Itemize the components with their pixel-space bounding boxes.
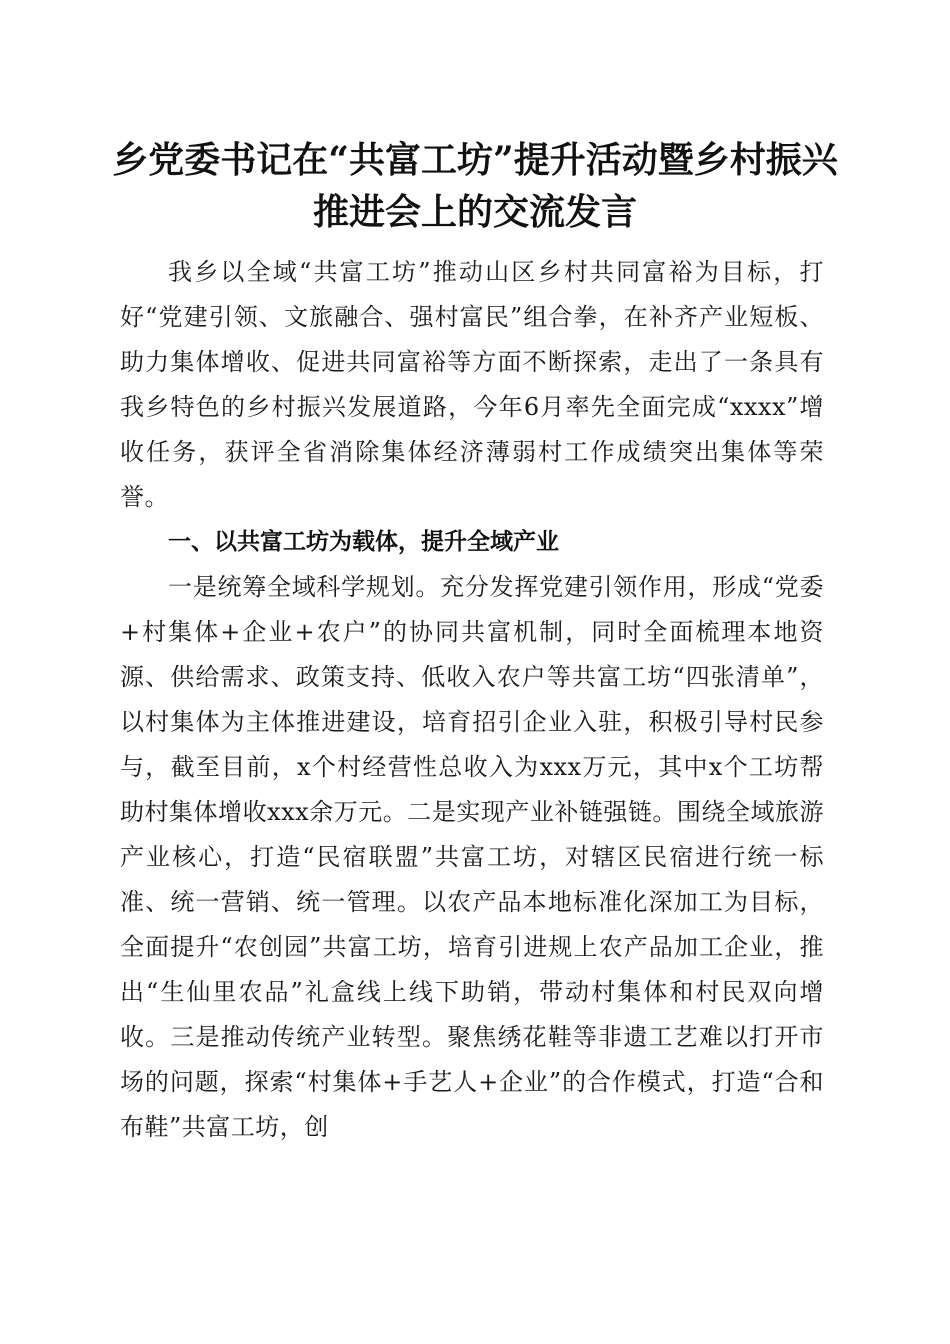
section-heading: 一、以共富工坊为载体，提升全域产业 — [168, 529, 559, 555]
intro-paragraph: 我乡以全域“共富工坊”推动山区乡村共同富裕为目标，打好“党建引领、文旅融合、强村富民”组合拳，在补齐产业短板、助力集体增收、促进共同富裕等方面不断探索，走出了一条具有我乡特色的乡村振兴发展道路，今年6月率先全面完成“xxxx”增收任务，获评全省消除集体经济薄弱村工作成绩突出集体等荣誉。 — [120, 258, 824, 511]
document-title: 乡党委书记在“共富工坊”提升活动暨乡村振兴推进会上的交流发言 — [112, 139, 838, 233]
section-paragraph: 一是统筹全域科学规划。充分发挥党建引领作用，形成“党委+村集体+企业+农户”的协同共富机制，同时全面梳理本地资源、供给需求、政策支持、低收入农户等共富工坊“四张清单”，以村集体为主体推进建设，培育招引企业入驻，积极引导村民参与，截至目前，x个村经营性总收入为xxx万元，其中x个工坊帮助村集体增收xxx余万元。二是实现产业补链强链。围绕全域旅游产业核心，打造“民宿联盟”共富工坊，对辖区民宿进行统一标准、统一营销、统一管理。以农产品本地标准化深加工为目标，全面提升“农创园”共富工坊，培育引进规上农产品加工企业，推出“生仙里农品”礼盒线上线下助销，带动村集体和村民双向增收。三是推动传统产业转型。聚焦绣花鞋等非遗工艺难以打开市场的问题，探索“村集体+手艺人+企业”的合作模式，打造“合和布鞋”共富工坊，创 — [120, 573, 824, 1141]
document-body — [120, 250, 824, 1150]
